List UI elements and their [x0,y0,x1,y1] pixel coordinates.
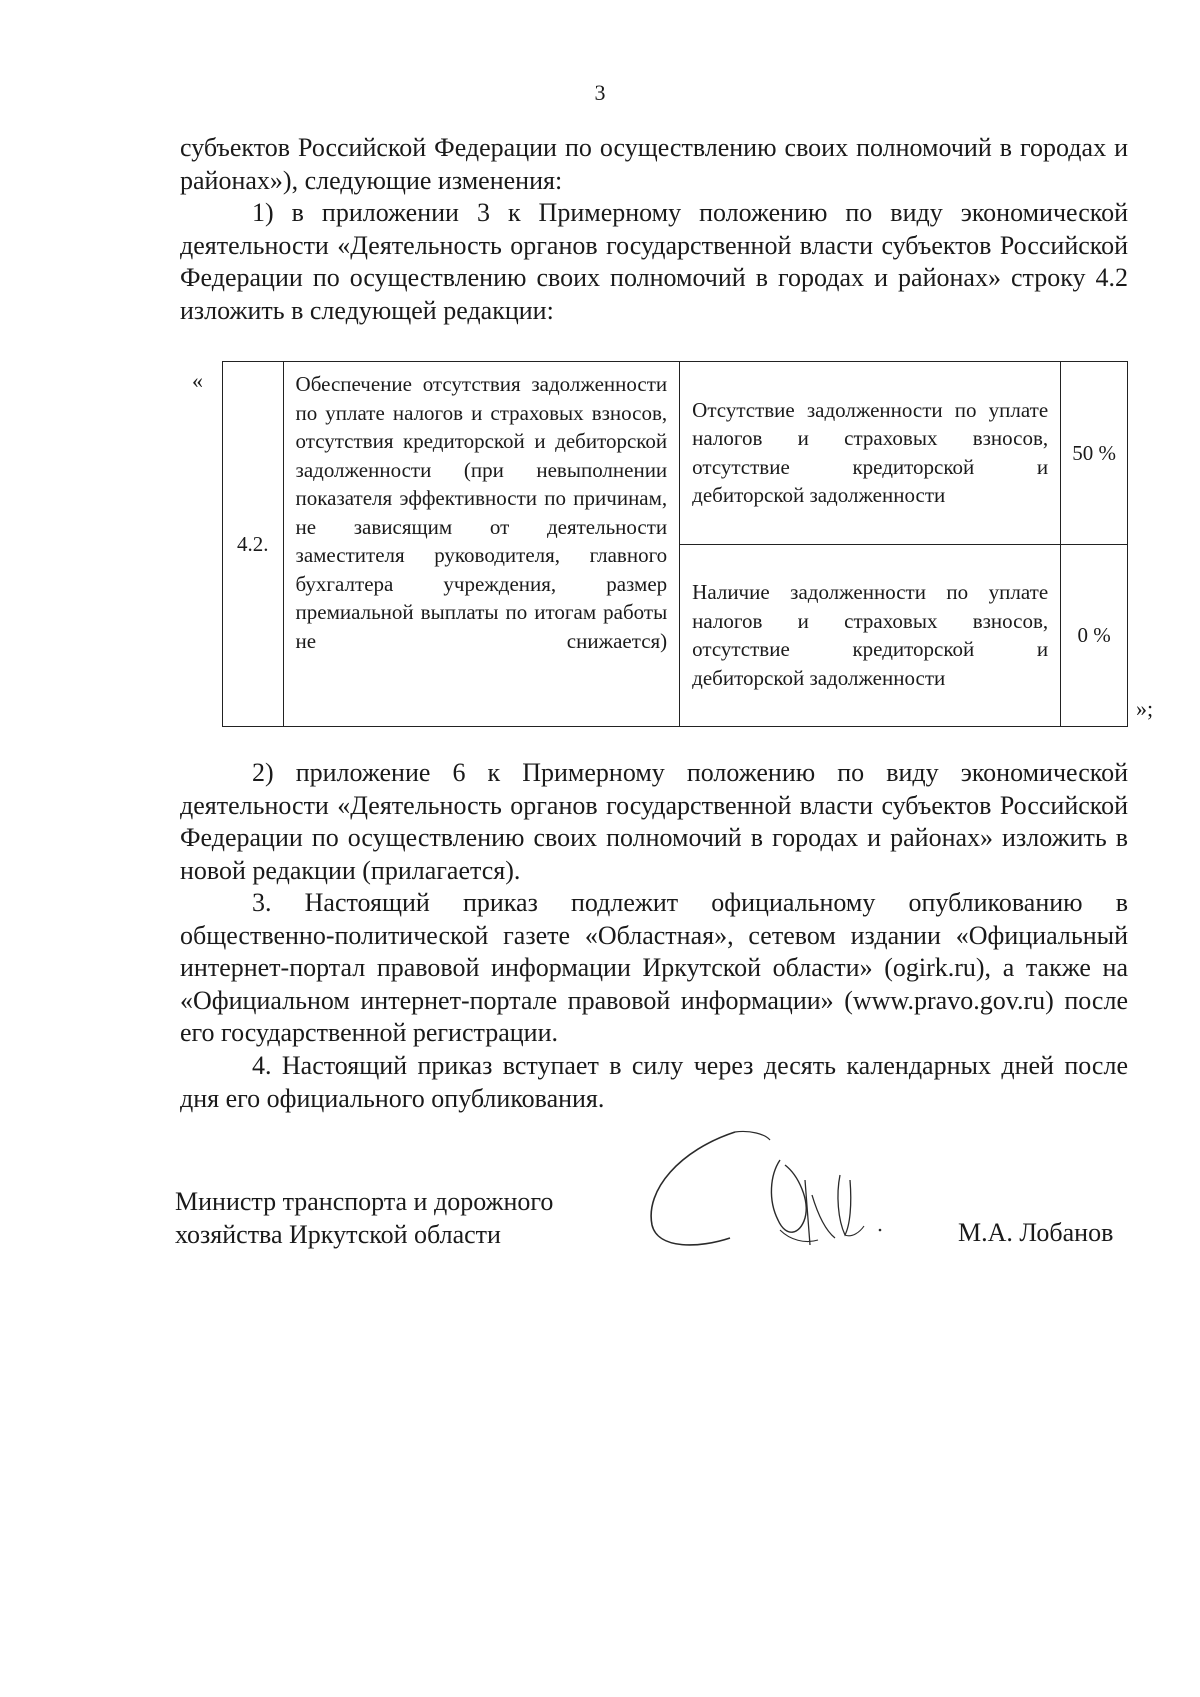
handwritten-signature [640,1120,940,1270]
signatory-name: М.А. Лобанов [958,1218,1114,1247]
item-4-paragraph: 4. Настоящий приказ вступает в силу через десять календарных дней после дня его официального опубликования. [180,1051,1128,1113]
table-close-quote: »; [1136,696,1154,721]
row-number-cell: 4.2. [223,362,284,727]
page-number: 3 [594,80,606,105]
percent-cell: 50 % [1061,362,1128,545]
criterion-description-text: Обеспечение отсутствия задолженности по уплате налогов и страховых взносов, отсутствия кредиторской и дебиторской задолженности (при невыполнении показателя эффективности по причинам, не зависящим от деятельности заместителя руководителя, главного бухгалтера учреждения, размер премиальной выплаты по итогам работы не снижается) [295,372,668,653]
condition-cell [680,544,1061,727]
condition-text: Отсутствие задолженности по уплате налогов и страховых взносов, отсутствие кредиторской и дебиторской задолженности [692,397,1049,508]
percent-cell: 0 % [1061,544,1128,727]
condition-cell [680,362,1061,545]
criteria-table [222,361,1128,727]
table-open-quote: « [192,368,203,393]
table-row [223,362,1128,545]
signatory-title-line-2: хозяйства Иркутской области [175,1219,501,1249]
intro-paragraph: субъектов Российской Федерации по осуществлению своих полномочий в городах и районах»), следующие изменения: [180,133,1128,195]
item-3-paragraph: 3. Настоящий приказ подлежит официальному опубликованию в общественно-политической газете «Областная», сетевом издании «Официальный интернет-портал правовой информации Иркутской области» (ogirk.ru), а также на «Официальном интернет-портале правовой информации» (www.pravo.gov.ru) после его государственной регистрации. [180,888,1128,1047]
item-1-paragraph: 1) в приложении 3 к Примерному положению по виду экономической деятельности «Деятельность органов государственной власти субъектов Российской Федерации по осуществлению своих полномочий в городах и районах» строку 4.2 изложить в следующей редакции: [180,198,1128,325]
item-2-paragraph: 2) приложение 6 к Примерному положению по виду экономической деятельности «Деятельность органов государственной власти субъектов Российской Федерации по осуществлению своих полномочий в городах и районах» изложить в новой редакции (прилагается). [180,758,1128,885]
condition-text: Наличие задолженности по уплате налогов и страховых взносов, отсутствие кредиторской и дебиторской задолженности [692,580,1049,690]
signatory-title-line-1: Министр транспорта и дорожного [175,1187,554,1216]
criterion-description-cell [283,362,680,727]
signatory-title [175,1186,553,1251]
